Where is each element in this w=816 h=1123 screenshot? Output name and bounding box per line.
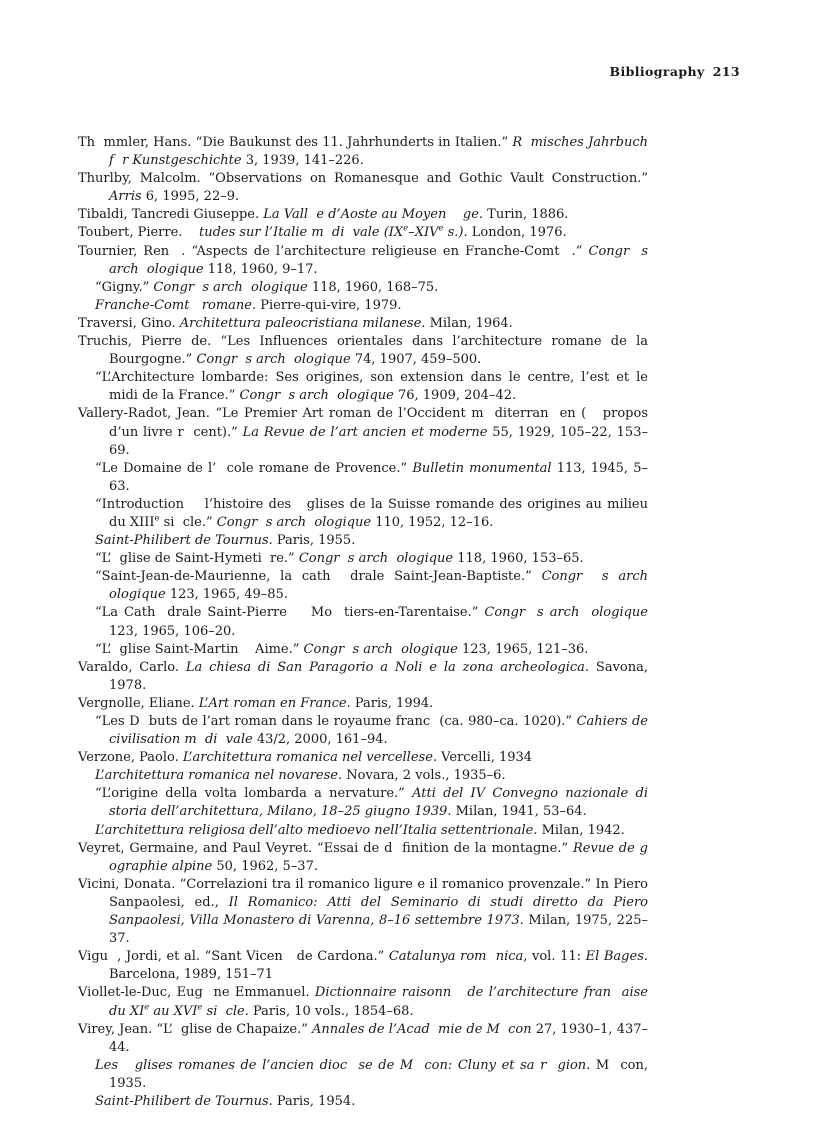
bibliography-subentry xyxy=(78,713,653,749)
entry-title-text: si cle. xyxy=(202,1003,249,1019)
entry-text: Vercelli, 1934 xyxy=(437,750,533,766)
entry-text: 6, 1995, 22–9. xyxy=(141,189,240,205)
entry-title-text: R misches Jahrbuch f r Kunstgeschichte xyxy=(109,135,653,169)
entry-text: “Gigny.” xyxy=(95,279,154,295)
entry-title-text: Congr s arch ologique xyxy=(153,279,308,295)
entry-title-text: Franche-Comt romane. xyxy=(95,297,257,313)
bibliography-entry xyxy=(78,695,648,713)
entry-text: Pierre-qui-vire, 1979. xyxy=(256,297,402,313)
entry-title-text: La chiesa di San Paragorio a Noli e la zona archeologica. xyxy=(185,659,590,675)
entry-text: 123, 1965, 121–36. xyxy=(457,641,589,657)
entry-title-text: Congr s arch ologique xyxy=(239,388,394,404)
bibliography-subentry xyxy=(78,1057,653,1093)
entry-text: 118, 1960, 153–65. xyxy=(453,551,584,567)
entry-text: “L’ glise Saint-Martin Aime.” xyxy=(95,641,304,657)
bibliography-entry xyxy=(78,840,657,876)
entry-title-text: Atti del IV Convegno nazionale di storia dell’architettura, Milano, 18–25 giugno 1939. xyxy=(109,786,653,820)
entry-title-text: Saint-Philibert de Tournus. xyxy=(95,533,273,549)
entry-title-text: tudes sur l’Italie m di vale (IX xyxy=(198,225,404,241)
entry-title-text: Congr s arch ologique xyxy=(196,352,351,368)
entry-text: 76, 1909, 204–42. xyxy=(393,388,517,404)
entry-text: Virey, Jean. “L’ glise de Chapaize.” xyxy=(78,1021,313,1037)
entry-text: Novara, 2 vols., 1935–6. xyxy=(342,768,506,784)
bibliography-entry xyxy=(78,224,648,242)
entry-title-text: L’architettura romanica nel vercellese. xyxy=(182,750,438,766)
entry-text: 123, 1965, 106–20. xyxy=(109,605,653,639)
bibliography-entry xyxy=(78,405,653,459)
entry-text: 43/2, 2000, 161–94. xyxy=(252,732,388,748)
entry-text: Tournier, Ren . “Aspects de l’architecture religieuse en Franche-Comt .” xyxy=(78,243,589,259)
bibliography-entry xyxy=(78,876,653,948)
bibliography-subentry xyxy=(78,369,653,405)
entry-text: M con, 1935. xyxy=(109,1057,653,1091)
entry-text: Vicini, Donata. “Correlazioni tra il romanico ligure e il romanico provenzale.” In Piero Sanpaolesi, ed., xyxy=(78,876,653,910)
bibliography-subentry xyxy=(78,460,648,496)
entry-text: Verzone, Paolo. xyxy=(78,750,183,766)
entry-text: Milan, 1964. xyxy=(425,315,513,331)
bibliography-entry xyxy=(78,243,653,279)
entry-title-text: Congr s arch ologique xyxy=(216,514,372,530)
entry-text: Traversi, Gino. xyxy=(78,315,180,331)
bibliography-entry xyxy=(78,948,653,984)
entry-text: 55, 1929, 105–22, 153–69. xyxy=(109,424,648,458)
entry-title-text: Revue de g ographie alpine xyxy=(109,840,657,874)
entry-text: “La Cath drale Saint-Pierre Mo tiers-en-Tarentaise.” xyxy=(95,605,485,621)
bibliography-entry xyxy=(78,659,653,695)
entry-text: “Saint-Jean-de-Maurienne, la cath drale Saint-Jean-Baptiste.” xyxy=(95,569,542,585)
entry-text: “L’origine della volta lombarda a nervature.” xyxy=(95,786,413,802)
entry-title-text: Cahiers de civilisation m di vale xyxy=(109,714,653,748)
entry-text: Vallery-Radot, Jean. “Le Premier Art roman de l’Occident m diterran en ( propos d’un livre r cent).” xyxy=(78,406,653,440)
entry-title-text: L’architettura romanica nel novarese. xyxy=(95,768,343,784)
entry-text: Vergnolle, Eliane. xyxy=(78,695,199,711)
entry-text: 118, 1960, 9–17. xyxy=(203,261,318,277)
superscript: e xyxy=(403,223,409,234)
entry-title-text: L’Art roman en France. xyxy=(198,695,351,711)
entry-text: Paris, 1954. xyxy=(272,1093,356,1109)
bibliography-subentry xyxy=(78,568,657,604)
entry-title-text: s.). xyxy=(443,225,468,241)
entry-title-text: Congr s arch ologique xyxy=(298,551,454,567)
running-header xyxy=(609,64,740,79)
entry-text: Paris, 1955. xyxy=(272,533,356,549)
entry-title-text: Arris xyxy=(109,189,142,205)
page-number: 213 xyxy=(712,64,740,79)
bibliography-subentry xyxy=(78,550,648,568)
superscript: e xyxy=(144,1001,150,1012)
bibliography-entry xyxy=(78,206,648,224)
header-title: Bibliography xyxy=(609,64,705,79)
bibliography-entry xyxy=(78,749,648,767)
entry-text: 27, 1930–1, 437–44. xyxy=(109,1021,649,1055)
entry-text: Paris, 10 vols., 1854–68. xyxy=(248,1003,414,1019)
entry-text: Milan, 1975, 225–37. xyxy=(109,913,648,947)
entry-title-text: Congr s arch ologique xyxy=(109,243,653,277)
entry-text: “Les D buts de l’art roman dans le royaume franc (ca. 980–ca. 1020).” xyxy=(95,714,577,729)
entry-text: 118, 1960, 168–75. xyxy=(307,279,439,295)
entry-text: Veyret, Germaine, and Paul Veyret. “Essai de d finition de la montagne.” xyxy=(78,840,574,856)
entry-text: Toubert, Pierre. xyxy=(78,225,199,241)
entry-title-text: Saint-Philibert de Tournus. xyxy=(95,1093,273,1109)
bibliography-entry xyxy=(78,134,653,170)
entry-text: Varaldo, Carlo. xyxy=(78,659,186,675)
bibliography-subentry xyxy=(78,496,653,532)
entry-title-text: Dictionnaire raisonn de l’architecture fran aise du XI xyxy=(109,985,653,1019)
entry-text: 50, 1962, 5–37. xyxy=(212,858,318,874)
entry-text: Paris, 1994. xyxy=(350,695,434,711)
superscript: e xyxy=(197,1001,203,1012)
bibliography-entry xyxy=(78,333,653,369)
bibliography-entry xyxy=(78,984,653,1020)
bibliography-entry xyxy=(78,1021,648,1057)
entry-text: “Introduction l’histoire des glises de la Suisse romande des origines au milieu du XIII xyxy=(95,496,653,530)
bibliography-subentry xyxy=(78,297,648,315)
bibliography-entry xyxy=(78,315,648,333)
entry-title-text: Bulletin monumental xyxy=(412,460,552,476)
entry-text: Truchis, Pierre de. “Les Influences orientales dans l’architecture romane de la Bourgogne.” xyxy=(78,334,653,368)
entry-title-text: La Revue de l’art ancien et moderne xyxy=(242,424,488,440)
entry-title-text: L’architettura religiosa dell’alto medioevo nell’Italia settentrionale. xyxy=(95,822,538,838)
entry-text: Thurlby, Malcolm. “Observations on Romanesque and Gothic Vault Construction.” xyxy=(78,171,653,187)
entry-text: “Le Domaine de l’ cole romane de Provence.” xyxy=(95,460,413,476)
entry-title-text: Congr s arch ologique xyxy=(303,641,458,657)
entry-text: “L’ glise de Saint-Hymeti re.” xyxy=(95,551,299,567)
bibliography-subentry xyxy=(78,822,648,840)
entry-text: si cle.” xyxy=(159,514,217,530)
entry-title-text: –XIV xyxy=(408,225,439,241)
entry-text: 3, 1939, 141–226. xyxy=(241,153,364,169)
entry-text: Viollet-le-Duc, Eug ne Emmanuel. xyxy=(78,985,315,1001)
entry-text: “L’Architecture lombarde: Ses origines, son extension dans le centre, l’est et le midi de la France.” xyxy=(95,370,653,404)
bibliography-list xyxy=(78,134,657,1111)
entry-text: Barcelona, 1989, 151–71 xyxy=(109,949,653,983)
bibliography-entry xyxy=(78,170,653,206)
entry-title-text: Les glises romanes de l’ancien dioc se de M con: Cluny et sa r gion. xyxy=(95,1057,591,1073)
bibliography-subentry xyxy=(78,532,648,550)
entry-title-text: au XVI xyxy=(149,1003,198,1019)
entry-title-text: La Vall e d’Aoste au Moyen ge. xyxy=(263,207,484,223)
bibliography-subentry xyxy=(78,1093,648,1111)
entry-text: Th mmler, Hans. “Die Baukunst des 11. Jahrhunderts in Italien.” xyxy=(78,135,513,150)
entry-text: 74, 1907, 459–500. xyxy=(350,352,482,368)
entry-title-text: Il Romanico: Atti del Seminario di studi diretto da Piero Sanpaolesi, Villa Monastero di Varenna, 8–16 settembre 1973. xyxy=(109,894,653,929)
entry-text: , vol. 11: xyxy=(523,949,586,965)
entry-title-text: Catalunya rom nica xyxy=(388,949,524,965)
bibliography-subentry xyxy=(78,785,653,821)
superscript: e xyxy=(154,512,160,523)
superscript: e xyxy=(438,223,444,234)
entry-text: Milan, 1941, 53–64. xyxy=(451,804,587,820)
entry-title-text: El Bages. xyxy=(585,949,649,965)
entry-title-text: Architettura paleocristiana milanese. xyxy=(179,315,426,331)
entry-title-text: Annales de l’Acad mie de M con xyxy=(312,1021,532,1037)
entry-text: 113, 1945, 5–63. xyxy=(109,460,648,494)
entry-text: Vigu , Jordi, et al. “Sant Vicen de Cardona.” xyxy=(78,949,389,965)
entry-text: Savona, 1978. xyxy=(109,659,653,693)
bibliography-subentry xyxy=(78,767,648,785)
entry-title-text: Congr s arch ologique xyxy=(109,569,657,603)
bibliography-subentry xyxy=(78,604,653,640)
entry-text: Milan, 1942. xyxy=(537,822,625,838)
entry-text: Turin, 1886. xyxy=(483,207,569,223)
entry-text: Tibaldi, Tancredi Giuseppe. xyxy=(78,207,264,223)
entry-title-text: Congr s arch ologique xyxy=(484,605,648,621)
entry-text: London, 1976. xyxy=(467,225,567,241)
entry-text: 110, 1952, 12–16. xyxy=(371,514,494,530)
bibliography-subentry xyxy=(78,641,648,659)
bibliography-subentry xyxy=(78,279,648,297)
entry-text: 123, 1965, 49–85. xyxy=(165,587,288,603)
